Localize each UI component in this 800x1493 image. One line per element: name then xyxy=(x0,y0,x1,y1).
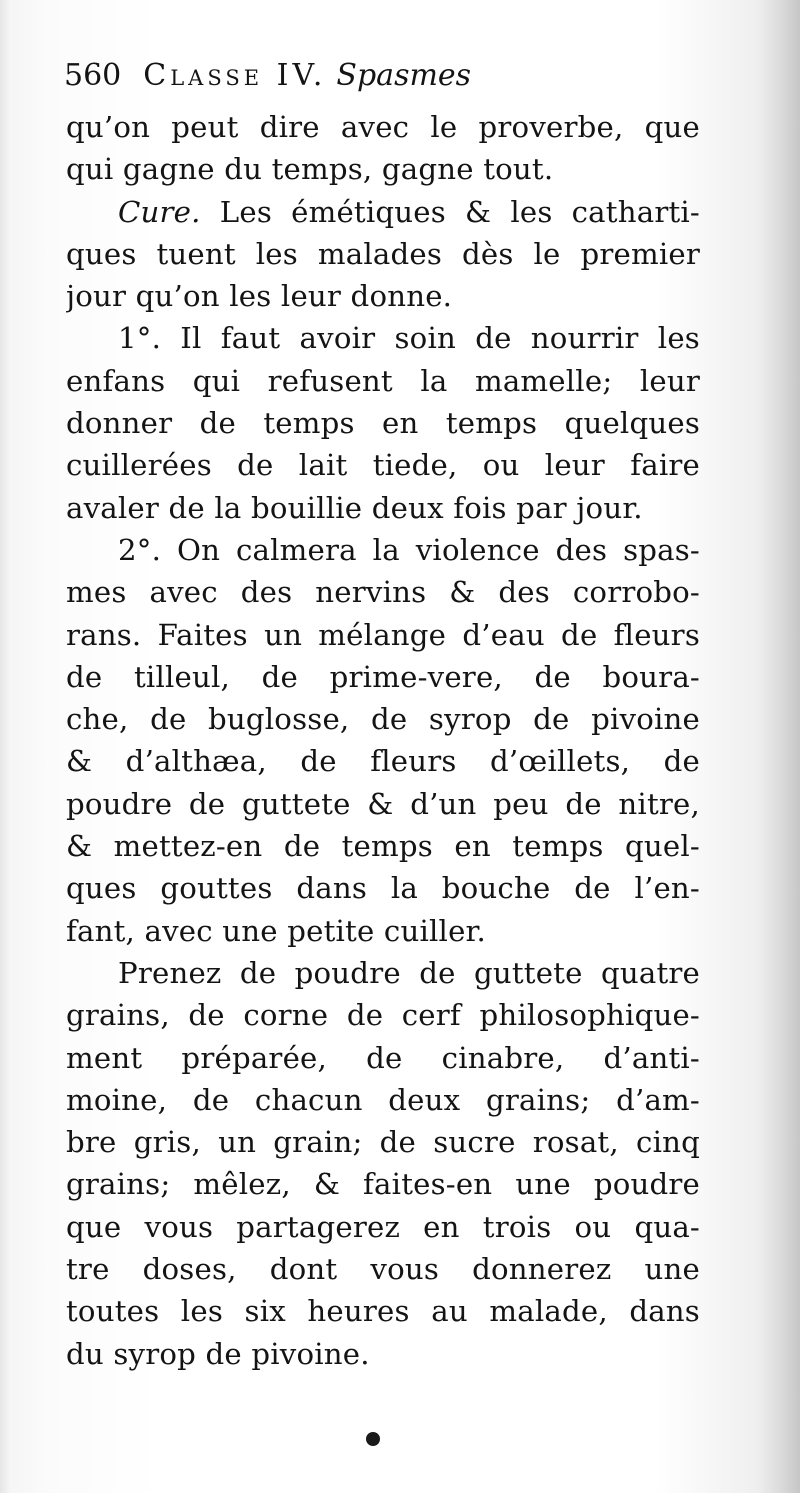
section-lead: Cure. xyxy=(118,194,201,229)
text-line xyxy=(66,825,700,867)
text-line xyxy=(66,952,700,994)
text-line xyxy=(66,444,700,486)
text-line xyxy=(66,994,700,1036)
text-line xyxy=(66,910,700,952)
page-number: 560 xyxy=(64,58,122,93)
line-text: toutes les six heures au malade, dans xyxy=(66,1294,700,1329)
line-text: qui gagne du temps, gagne tout. xyxy=(66,152,554,187)
class-label: Classe IV. xyxy=(143,58,327,93)
line-text: du syrop de pivoine. xyxy=(66,1336,370,1371)
text-line xyxy=(66,1079,700,1121)
text-line xyxy=(66,487,700,529)
line-text: Prenez de poudre de guttete quatre xyxy=(118,955,700,990)
paragraph xyxy=(66,191,700,318)
end-ornament-dot xyxy=(366,1432,380,1446)
text-line xyxy=(66,1163,700,1205)
line-text: ques tuent les malades dès le premier xyxy=(66,236,700,271)
running-header xyxy=(64,52,724,100)
line-text: qu’on peut dire avec le proverbe, que xyxy=(66,110,700,144)
line-text: Les émétiques & les catharti- xyxy=(219,194,700,229)
line-text: grains; mêlez, & faites-en une poudre xyxy=(66,1167,700,1202)
line-text: de tilleul, de prime-vere, de boura- xyxy=(66,659,700,694)
text-line xyxy=(66,740,700,782)
line-text: ment préparée, de cinabre, d’anti- xyxy=(66,1040,700,1075)
text-line xyxy=(66,656,700,698)
line-text: que vous partagerez en trois ou qua- xyxy=(66,1209,700,1244)
line-text: tre doses, dont vous donnerez une xyxy=(66,1252,700,1287)
text-line xyxy=(66,1121,700,1163)
text-line xyxy=(66,1206,700,1248)
running-title: Spasmes xyxy=(336,58,472,93)
text-line xyxy=(66,529,700,571)
line-text: avaler de la bouillie deux fois par jour. xyxy=(66,490,643,525)
page-gutter-shadow xyxy=(758,0,800,1493)
line-text: 2°. On calmera la violence des spas- xyxy=(118,532,700,567)
text-line xyxy=(66,867,700,909)
text-line xyxy=(66,106,700,148)
body-text xyxy=(66,106,700,1375)
paragraph xyxy=(66,317,700,528)
text-line xyxy=(66,571,700,613)
line-text: bre gris, un grain; de sucre rosat, cinq xyxy=(66,1125,700,1160)
text-line xyxy=(66,148,700,190)
line-text: moine, de chacun deux grains; d’am- xyxy=(66,1082,700,1117)
line-text: 1°. Il faut avoir soin de nourrir les xyxy=(118,321,700,356)
text-line xyxy=(66,1333,700,1375)
text-line xyxy=(66,402,700,444)
line-text: enfans qui refusent la mamelle; leur xyxy=(66,363,700,398)
line-text: mes avec des nervins & des corrobo- xyxy=(66,575,700,610)
text-line xyxy=(66,233,700,275)
line-text: donner de temps en temps quelques xyxy=(66,406,700,441)
page-left-shadow xyxy=(0,0,10,1493)
paragraph xyxy=(66,952,700,1375)
paragraph xyxy=(66,529,700,952)
line-text: & d’althæa, de fleurs d’œillets, de xyxy=(66,744,700,779)
line-text: & mettez-en de temps en temps quel- xyxy=(66,829,700,864)
text-line xyxy=(66,360,700,402)
text-line xyxy=(66,275,700,317)
text-line xyxy=(66,614,700,656)
text-line xyxy=(66,1290,700,1332)
text-line xyxy=(66,1037,700,1079)
line-text: poudre de guttete & d’un peu de nitre, xyxy=(66,786,700,821)
text-line xyxy=(66,317,700,359)
text-line xyxy=(66,783,700,825)
line-text: ques gouttes dans la bouche de l’en- xyxy=(66,871,700,906)
line-text: rans. Faites un mélange d’eau de fleurs xyxy=(66,617,700,652)
line-text: jour qu’on les leur donne. xyxy=(66,279,453,314)
line-text: che, de buglosse, de syrop de pivoine xyxy=(66,702,700,737)
line-text: fant, avec une petite cuiller. xyxy=(66,913,486,948)
text-line xyxy=(66,1248,700,1290)
text-line xyxy=(66,698,700,740)
line-text: grains, de corne de cerf philosophique- xyxy=(66,998,700,1033)
text-line xyxy=(66,191,700,233)
paragraph xyxy=(66,106,700,191)
line-text: cuillerées de lait tiede, ou leur faire xyxy=(66,448,700,483)
